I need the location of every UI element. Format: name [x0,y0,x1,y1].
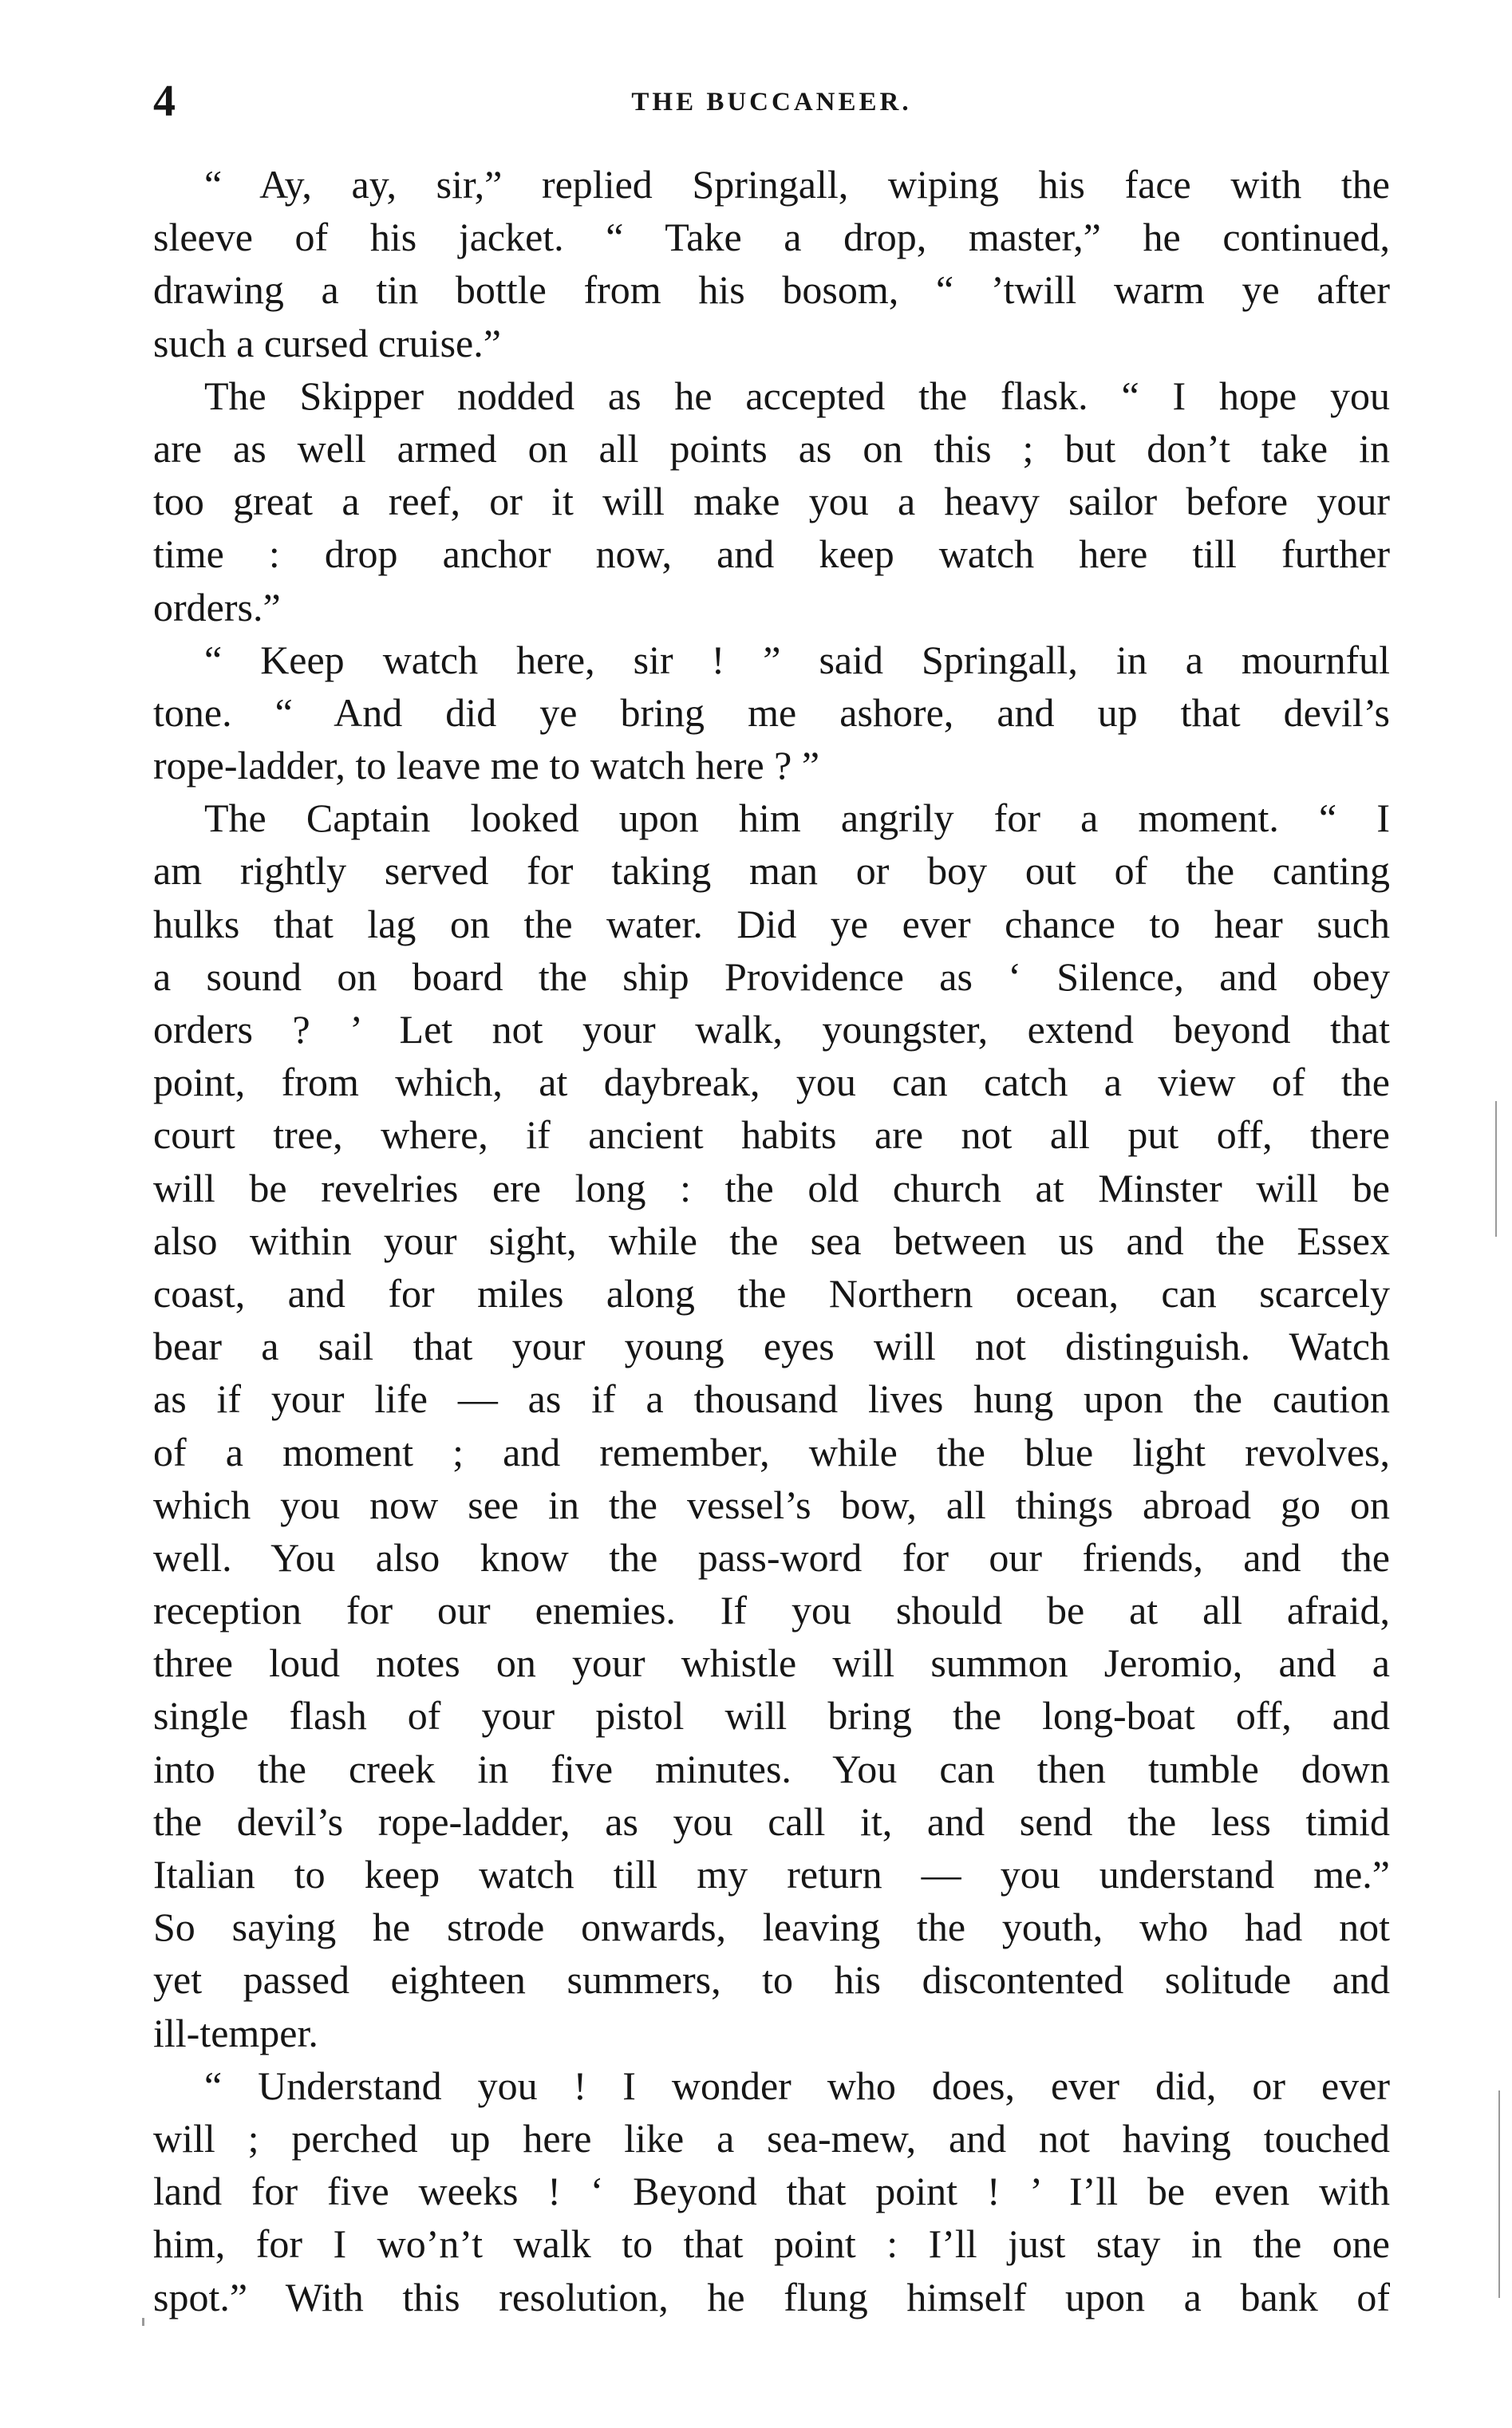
text-line: too great a reef, or it will make you a heavy sailor before your [153,479,1390,524]
text-line: well. You also know the pass-word for our friends, and the [153,1534,1390,1580]
text-line: of a moment ; and remember, while the blue light revolves, [153,1429,1390,1475]
text-line: land for five weeks ! ‘ Beyond that point ! ’ I’ll be even with [153,2169,1390,2214]
text-line: “ Understand you ! I wonder who does, ever did, or ever [204,2063,1390,2108]
text-line: reception for our enemies. If you should be at all afraid, [153,1588,1390,1633]
text-line: am rightly served for taking man or boy out of the canting [153,848,1390,894]
text-line: The Captain looked upon him angrily for a moment. “ I [204,796,1390,841]
scan-edge-mark [1498,2090,1500,2298]
body-text [153,158,1390,2323]
text-line: will be revelries ere long : the old church at Minster will be [153,1165,1390,1210]
text-line: ill-temper. [153,2010,318,2055]
text-line: tone. “ And did ye bring me ashore, and up that devil’s [153,689,1390,735]
text-line: sleeve of his jacket. “ Take a drop, master,” he continued, [153,215,1390,260]
text-line: bear a sail that your young eyes will not distinguish. Watch [153,1324,1390,1369]
text-line: point, from which, at daybreak, you can catch a view of the [153,1060,1390,1105]
text-line: court tree, where, if ancient habits are not all put off, there [153,1112,1390,1158]
text-line: him, for I wo’n’t walk to that point : I’ll just stay in the one [153,2221,1390,2267]
running-title: THE BUCCANEER. [631,88,912,116]
text-line: are as well armed on all points as on this ; but don’t take in [153,425,1390,471]
page-header [153,73,1390,129]
text-line: orders.” [153,584,281,630]
text-line: single flash of your pistol will bring the long-boat off, and [153,1693,1390,1739]
text-line: such a cursed cruise.” [153,320,501,365]
text-line: will ; perched up here like a sea-mew, and not having touched [153,2115,1390,2161]
text-line: the devil’s rope-ladder, as you call it, and send the less timid [153,1798,1390,1844]
text-line: orders ? ’ Let not your walk, youngster, extend beyond that [153,1007,1390,1052]
scan-speck [142,2318,144,2326]
text-line: as if your life — as if a thousand lives hung upon the caution [153,1376,1390,1422]
text-line: Italian to keep watch till my return — you understand me.” [153,1852,1390,1897]
page-number: 4 [153,77,176,126]
text-line: time : drop anchor now, and keep watch here till further [153,531,1390,577]
text-line: which you now see in the vessel’s bow, all things abroad go on [153,1482,1390,1527]
text-line: a sound on board the ship Providence as ‘ Silence, and obey [153,953,1390,999]
text-line: “ Keep watch here, sir ! ” said Springall, in a mournful [204,637,1390,682]
text-line: rope-ladder, to leave me to watch here ? ” [153,743,820,788]
text-line: into the creek in five minutes. You can then tumble down [153,1746,1390,1791]
text-line: also within your sight, while the sea between us and the Essex [153,1218,1390,1263]
text-line: yet passed eighteen summers, to his discontented solitude and [153,1957,1390,2003]
text-line: So saying he strode onwards, leaving the youth, who had not [153,1905,1390,1950]
text-line: hulks that lag on the water. Did ye ever chance to hear such [153,901,1390,946]
text-line: The Skipper nodded as he accepted the flask. “ I hope you [204,373,1390,418]
text-line: “ Ay, ay, sir,” replied Springall, wiping his face with the [204,162,1390,207]
text-line: three loud notes on your whistle will summon Jeromio, and a [153,1640,1390,1686]
text-line: drawing a tin bottle from his bosom, “ ’twill warm ye after [153,267,1390,313]
text-line: coast, and for miles along the Northern ocean, can scarcely [153,1270,1390,1316]
scan-edge-mark [1495,1101,1497,1237]
text-line: spot.” With this resolution, he flung himself upon a bank of [153,2274,1390,2319]
